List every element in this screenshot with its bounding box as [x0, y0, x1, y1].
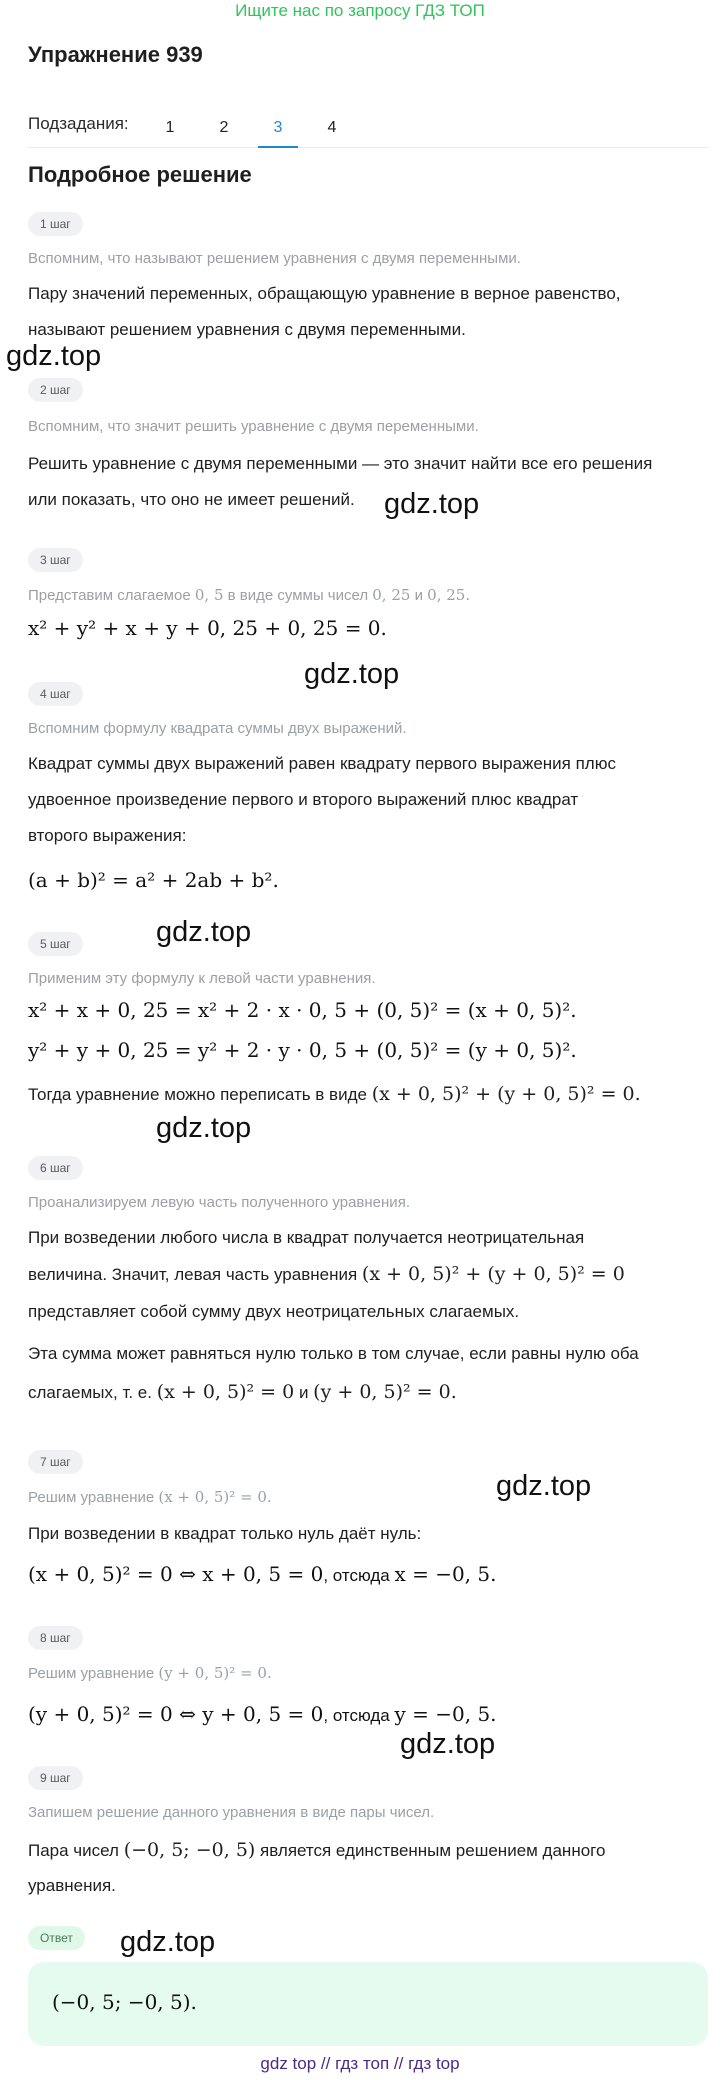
step-3-equation: x² + y² + x + y + 0, 25 + 0, 25 = 0. [28, 616, 387, 640]
watermark: gdz.top [120, 1926, 216, 1958]
step-2-hint: Вспомним, что значит решить уравнение с двумя переменными. [28, 418, 479, 435]
step-4-line-3: второго выражения: [28, 826, 187, 845]
answer-value: (−0, 5; −0, 5). [52, 1990, 197, 2014]
step-3-hint: Представим слагаемое 0, 5 в виде суммы чисел 0, 25 и 0, 25. [28, 586, 471, 604]
answer-badge: Ответ [28, 1926, 85, 1950]
step-7-hint: Решим уравнение (x + 0, 5)² = 0. [28, 1488, 272, 1506]
step-4-line-2: удвоенное произведение первого и второго выражений плюс квадрат [28, 790, 579, 809]
step-7-solution: (x + 0, 5)² = 0 ⇔ x + 0, 5 = 0, отсюда x = −0, 5. [28, 1562, 497, 1586]
subtasks-label: Подзадания: [28, 114, 129, 133]
watermark: gdz.top [400, 1728, 496, 1760]
step-5-hint: Применим эту формулу к левой части уравнения. [28, 970, 376, 987]
step-8-hint: Решим уравнение (y + 0, 5)² = 0. [28, 1664, 272, 1682]
step-9-line-1: Пара чисел (−0, 5; −0, 5) является единственным решением данного [28, 1839, 606, 1861]
step-1-badge: 1 шаг [28, 212, 83, 236]
subtask-tab-4[interactable]: 4 [327, 119, 337, 136]
step-5-conclusion: Тогда уравнение можно переписать в виде (x + 0, 5)² + (y + 0, 5)² = 0. [28, 1083, 641, 1105]
step-7-badge: 7 шаг [28, 1450, 83, 1474]
step-5-badge: 5 шаг [28, 932, 83, 956]
step-8-badge: 8 шаг [28, 1626, 83, 1650]
subtask-tab-2[interactable]: 2 [219, 119, 229, 136]
answer-box [28, 1962, 708, 2046]
step-9-line-2: уравнения. [28, 1876, 116, 1895]
step-1-line-1: Пару значений переменных, обращающую уравнение в верное равенство, [28, 284, 621, 303]
step-4-formula: (a + b)² = a² + 2ab + b². [28, 868, 279, 892]
step-6-line-5: слагаемых, т. е. (x + 0, 5)² = 0 и (y + 0, 5)² = 0. [28, 1381, 457, 1403]
watermark: gdz.top [304, 658, 400, 690]
subtask-tab-3[interactable]: 3 [258, 108, 298, 148]
watermark: gdz.top [156, 1112, 252, 1144]
watermark: gdz.top [156, 916, 252, 948]
step-6-line-1: При возведении любого числа в квадрат получается неотрицательная [28, 1228, 585, 1247]
step-9-badge: 9 шаг [28, 1766, 83, 1790]
step-6-line-3: представляет собой сумму двух неотрицательных слагаемых. [28, 1302, 520, 1321]
step-1-hint: Вспомним, что называют решением уравнения с двумя переменными. [28, 250, 521, 267]
step-6-hint: Проанализируем левую часть полученного уравнения. [28, 1194, 410, 1211]
step-4-badge: 4 шаг [28, 682, 83, 706]
step-5-equation-y: y² + y + 0, 25 = y² + 2 · y · 0, 5 + (0, 5)² = (y + 0, 5)². [28, 1038, 577, 1062]
subtask-tab-1[interactable]: 1 [165, 119, 175, 136]
step-7-text: При возведении в квадрат только нуль даёт нуль: [28, 1524, 422, 1543]
step-6-badge: 6 шаг [28, 1156, 83, 1180]
subtask-tabs [28, 92, 708, 148]
step-2-line-1: Решить уравнение с двумя переменными — это значит найти все его решения [28, 454, 653, 473]
step-2-line-2: или показать, что оно не имеет решений. [28, 490, 355, 509]
solution-title: Подробное решение [28, 162, 252, 187]
watermark: gdz.top [384, 488, 480, 520]
step-5-equation-x: x² + x + 0, 25 = x² + 2 · x · 0, 5 + (0, 5)² = (x + 0, 5)². [28, 998, 577, 1022]
step-4-hint: Вспомним формулу квадрата суммы двух выражений. [28, 720, 407, 737]
step-1-line-2: называют решением уравнения с двумя переменными. [28, 320, 466, 339]
step-4-line-1: Квадрат суммы двух выражений равен квадрату первого выражения плюс [28, 754, 616, 773]
watermark: gdz.top [6, 340, 102, 372]
step-3-badge: 3 шаг [28, 548, 83, 572]
step-6-line-4: Эта сумма может равняться нулю только в том случае, если равны нулю оба [28, 1344, 639, 1363]
step-8-solution: (y + 0, 5)² = 0 ⇔ y + 0, 5 = 0, отсюда y = −0, 5. [28, 1702, 497, 1726]
step-6-line-2: величина. Значит, левая часть уравнения (x + 0, 5)² + (y + 0, 5)² = 0 [28, 1263, 625, 1285]
footer-links[interactable]: gdz top // гдз топ // гдз top [260, 2054, 460, 2073]
watermark: gdz.top [496, 1470, 592, 1502]
exercise-title: Упражнение 939 [28, 42, 203, 67]
step-2-badge: 2 шаг [28, 378, 83, 402]
top-banner: Ищите нас по запросу ГДЗ ТОП [235, 1, 485, 20]
step-9-hint: Запишем решение данного уравнения в виде пары чисел. [28, 1804, 435, 1821]
